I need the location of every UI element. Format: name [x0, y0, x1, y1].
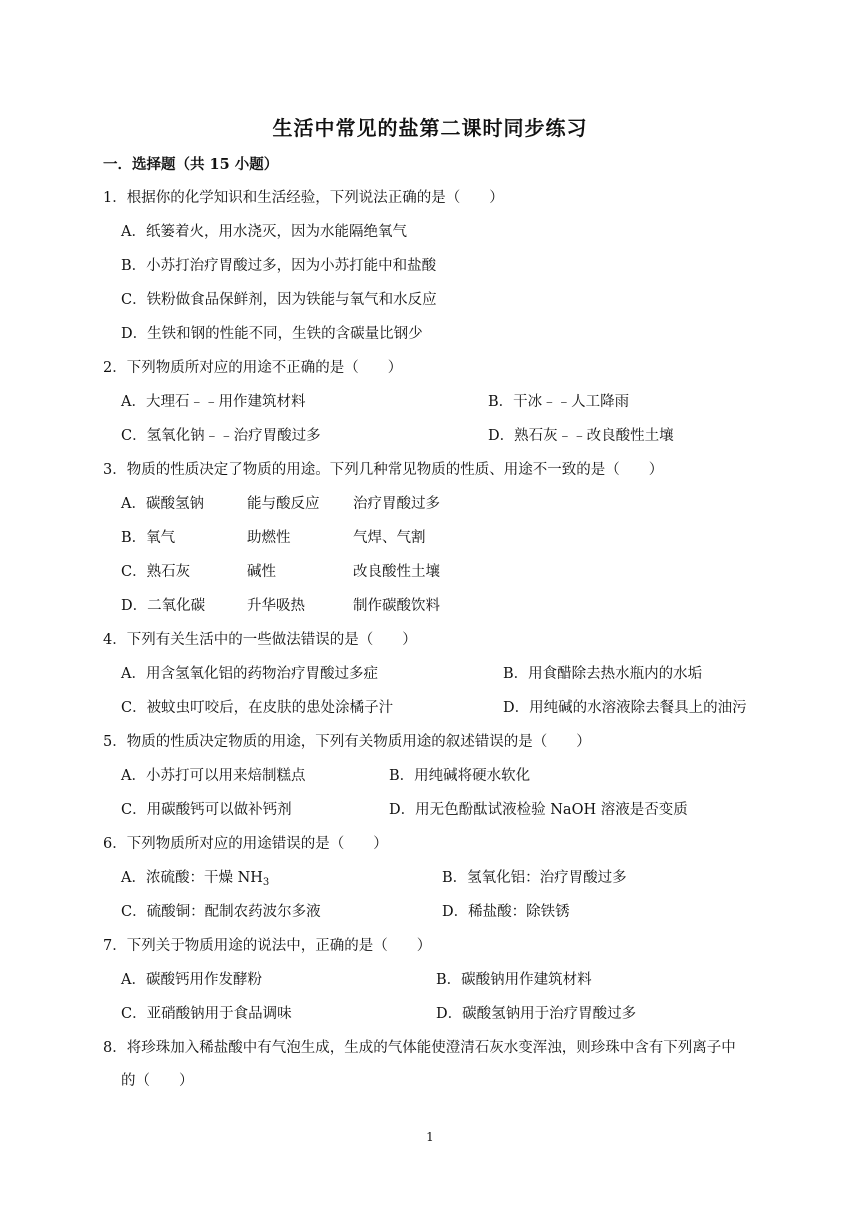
question-3-option-d[interactable]	[121, 596, 440, 616]
option-substance: D．二氧化碳	[121, 598, 206, 614]
option-property: 助燃性	[247, 530, 291, 546]
question-4-option-a[interactable]: A．用含氢氧化铝的药物治疗胃酸过多症	[121, 666, 378, 682]
question-3-option-c[interactable]	[121, 562, 440, 582]
question-4-option-d[interactable]: D．用纯碱的水溶液除去餐具上的油污	[503, 700, 747, 716]
question-1-option-c[interactable]: C．铁粉做食品保鲜剂，因为铁能与氧气和水反应	[121, 292, 437, 308]
question-5-stem: 5．物质的性质决定物质的用途，下列有关物质用途的叙述错误的是（ ）	[103, 734, 591, 750]
question-6-option-a[interactable]	[121, 868, 269, 893]
option-substance: C．熟石灰	[121, 564, 191, 580]
question-7-option-a[interactable]: A．碳酸钙用作发酵粉	[121, 972, 262, 988]
question-2-stem: 2．下列物质所对应的用途不正确的是（ ）	[103, 360, 403, 376]
question-1-option-d[interactable]: D．生铁和钢的性能不同，生铁的含碳量比钢少	[121, 326, 423, 342]
question-5-option-c[interactable]: C．用碳酸钙可以做补钙剂	[121, 802, 292, 818]
question-2-option-d[interactable]: D．熟石灰﹣﹣改良酸性土壤	[488, 428, 674, 444]
question-5-option-b[interactable]: B．用纯碱将硬水软化	[389, 768, 531, 784]
question-6-stem: 6．下列物质所对应的用途错误的是（ ）	[103, 836, 388, 852]
question-7-stem: 7．下列关于物质用途的说法中，正确的是（ ）	[103, 938, 432, 954]
question-3-option-a[interactable]	[121, 494, 440, 514]
page-title: 生活中常见的盐第二课时同步练习	[272, 116, 588, 140]
option-use: 治疗胃酸过多	[353, 496, 440, 512]
option-use: 气焊、气割	[353, 530, 426, 546]
option-property: 能与酸反应	[247, 496, 320, 512]
option-use: 改良酸性土壤	[353, 564, 440, 580]
question-5-option-d[interactable]: D．用无色酚酞试液检验 NaOH 溶液是否变质	[389, 802, 688, 818]
question-1-option-a[interactable]: A．纸篓着火，用水浇灭，因为水能隔绝氧气	[121, 224, 407, 240]
question-1-option-b[interactable]: B．小苏打治疗胃酸过多，因为小苏打能中和盐酸	[121, 258, 437, 274]
page-number: 1	[426, 1130, 434, 1144]
question-5-option-a[interactable]: A．小苏打可以用来焙制糕点	[121, 768, 306, 784]
question-7-option-c[interactable]: C．亚硝酸钠用于食品调味	[121, 1006, 292, 1022]
question-7-option-b[interactable]: B．碳酸钠用作建筑材料	[436, 972, 592, 988]
question-2-option-a[interactable]: A．大理石﹣﹣用作建筑材料	[121, 394, 306, 410]
question-3-stem: 3．物质的性质决定了物质的用途。下列几种常见物质的性质、用途不一致的是（ ）	[103, 462, 664, 478]
question-8-stem-continued: 的（ ）	[121, 1073, 194, 1089]
option-property: 碱性	[247, 564, 276, 580]
question-3-option-b[interactable]	[121, 528, 426, 548]
question-6-option-b[interactable]: B．氢氧化铝：治疗胃酸过多	[442, 870, 627, 886]
question-4-option-c[interactable]: C．被蚊虫叮咬后，在皮肤的患处涂橘子汁	[121, 700, 394, 716]
question-6-option-c[interactable]: C．硫酸铜：配制农药波尔多液	[121, 904, 321, 920]
question-2-option-c[interactable]: C．氢氧化钠﹣﹣治疗胃酸过多	[121, 428, 321, 444]
question-6-option-d[interactable]: D．稀盐酸：除铁锈	[442, 904, 570, 920]
option-use: 制作碳酸饮料	[353, 598, 440, 614]
option-substance: B．氧气	[121, 530, 176, 546]
option-substance: A．碳酸氢钠	[121, 496, 204, 512]
subscript: 3	[262, 877, 270, 888]
option-property: 升华吸热	[247, 598, 305, 614]
section-heading: 一．选择题（共 15 小题）	[103, 156, 279, 173]
option-text: A．浓硫酸：干燥 NH	[121, 870, 263, 886]
question-7-option-d[interactable]: D．碳酸氢钠用于治疗胃酸过多	[436, 1006, 637, 1022]
question-8-stem: 8．将珍珠加入稀盐酸中有气泡生成，生成的气体能使澄清石灰水变浑浊，则珍珠中含有下列离子中	[103, 1040, 736, 1056]
question-4-stem: 4．下列有关生活中的一些做法错误的是（ ）	[103, 632, 417, 648]
question-4-option-b[interactable]: B．用食醋除去热水瓶内的水垢	[503, 666, 703, 682]
question-2-option-b[interactable]: B．干冰﹣﹣人工降雨	[488, 394, 630, 410]
question-1-stem: 1．根据你的化学知识和生活经验，下列说法正确的是（ ）	[103, 190, 504, 206]
